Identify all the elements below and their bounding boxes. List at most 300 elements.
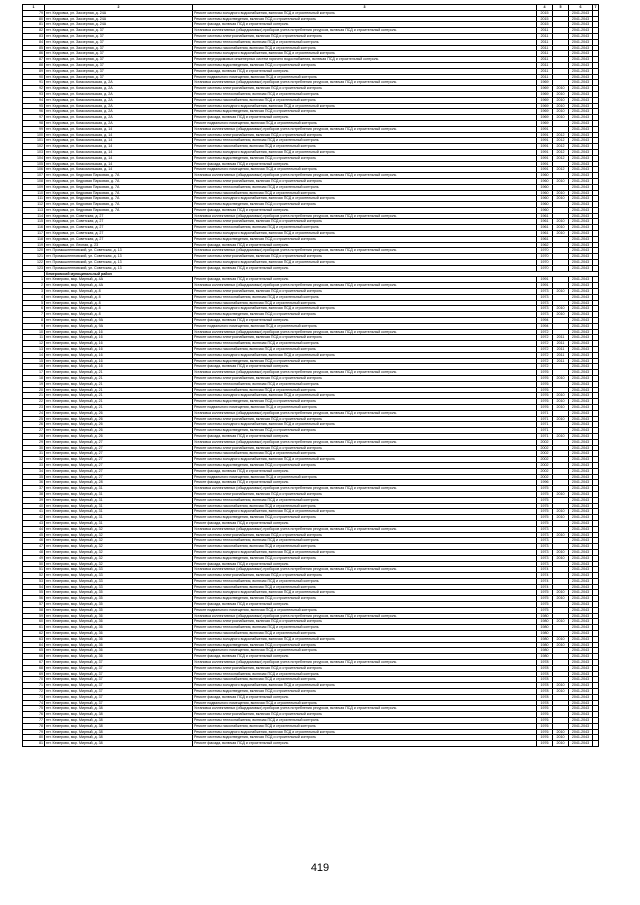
table-cell-col-1: 60	[23, 619, 45, 625]
table-cell-col-6: 2041-2043	[569, 39, 593, 45]
table-cell-col-1: 76	[23, 712, 45, 718]
table-cell-col-3: Ремонт системы водоотведения, включая ПСД и строительный контроль	[193, 399, 537, 405]
table-cell-col-2: пгт. Кемерово, мкр. Мирный, д. 27	[45, 474, 193, 480]
table-cell-col-1: 109	[23, 184, 45, 190]
table-cell-col-5: 2010	[553, 196, 569, 202]
table-cell-col-3: Ремонт системы газоснабжения, включая ПСД и строительный контроль	[193, 190, 537, 196]
table-cell-col-6: 2041-2043	[569, 323, 593, 329]
table-cell-col-6: 2041-2043	[569, 364, 593, 370]
table-cell-col-2: пгт. Кедровка, ул. Комсомольская, д. 14	[45, 132, 193, 138]
table-cell-col-3: Ремонт фасада, включая ПСД и строительный контроль	[193, 115, 537, 121]
table-cell-col-5: 2010	[553, 555, 569, 561]
table-cell-col-6: 2041-2043	[569, 312, 593, 318]
table-cell-col-1: 33	[23, 462, 45, 468]
table-cell-col-3: Установка коллективных (общедомовых) приборов учета потребления ресурсов, включая ПСД и строительный контроль	[193, 567, 537, 573]
table-cell-col-3: Ремонт подвального помещения, включая ПСД и строительный контроль	[193, 607, 537, 613]
table-cell-col-3: Ремонт системы электроснабжения, включая ПСД и строительный контроль	[193, 33, 537, 39]
table-cell-col-2: пгт. Кемерово, мкр. Мирный, д. 36	[45, 636, 193, 642]
table-cell-col-4: 1960	[537, 196, 553, 202]
table-cell-col-4: 1975	[537, 602, 553, 608]
table-cell-col-2: пгт. Кемерово, мкр. Мирный, д. 31	[45, 503, 193, 509]
table-cell-col-2: пгт. Кемерово, мкр. Мирный, д. 37	[45, 665, 193, 671]
table-cell-col-5: 2011	[553, 347, 569, 353]
table-cell-col-1: 64	[23, 642, 45, 648]
table-cell-col-4: 1972	[537, 329, 553, 335]
table-cell-col-6: 2041-2043	[569, 16, 593, 22]
table-cell-col-2: пгт. Кемерово, мкр. Мирный, д. 32	[45, 538, 193, 544]
table-cell-col-3: Установка коллективных (общедомовых) приборов учета потребления ресурсов, включая ПСД и строительный контроль	[193, 126, 537, 132]
table-cell-col-4: 2015	[537, 22, 553, 28]
table-cell-col-1: 121	[23, 254, 45, 260]
header-cell-3: 3	[193, 5, 537, 11]
table-cell-col-2: пгт. Кедровка, ул. Советская, д. 27	[45, 236, 193, 242]
table-cell-col-4: 1991	[537, 132, 553, 138]
table-cell-col-2: пгт. Кемерово, мкр. Мирный, д. 35	[45, 607, 193, 613]
table-cell-col-4: 1969	[537, 80, 553, 86]
table-cell-col-5: 2010	[553, 729, 569, 735]
table-cell-col-2: пгт. Кемерово, мкр. Мирный, д. 33	[45, 584, 193, 590]
table-cell-col-5: 2010	[553, 515, 569, 521]
table-cell-col-1: 95	[23, 103, 45, 109]
table-cell-col-4: 1978	[537, 665, 553, 671]
table-cell-col-2: пгт. Кемерово, мкр. Мирный, д. 16	[45, 364, 193, 370]
table-cell-col-1: 84	[23, 39, 45, 45]
table-cell-col-3: Ремонт фасада, включая ПСД и строительный контроль	[193, 433, 537, 439]
table-cell-col-6: 2041-2043	[569, 358, 593, 364]
table-cell-col-4: 1970	[537, 248, 553, 254]
table-cell-col-5: 2010	[553, 103, 569, 109]
table-cell-col-5: 2010	[553, 689, 569, 695]
table-cell-col-4: 1961	[537, 225, 553, 231]
table-cell-col-6: 2041-2043	[569, 161, 593, 167]
table-cell-col-2: пгт. Кедровка, ул. Советская, д. 27	[45, 225, 193, 231]
table-cell-col-1: 110	[23, 190, 45, 196]
table-cell-col-1: 4	[23, 294, 45, 300]
table-cell-col-3: Ремонт системы теплоснабжения, включая ПСД и строительный контроль	[193, 91, 537, 97]
table-cell-col-4: 1994	[537, 318, 553, 324]
table-cell-col-6: 2041-2043	[569, 236, 593, 242]
table-cell-col-3: Установка коллективных (общедомовых) приборов учета потребления ресурсов, включая ПСД и строительный контроль	[193, 329, 537, 335]
table-cell-col-5: 2011	[553, 358, 569, 364]
table-cell-col-1: 112	[23, 202, 45, 208]
table-cell-col-6: 2041-2043	[569, 68, 593, 74]
table-cell-col-1: 93	[23, 91, 45, 97]
table-cell-col-2: пгт. Кемерово, мкр. Мирный, д. 26	[45, 422, 193, 428]
table-cell-col-1: 12	[23, 341, 45, 347]
table-cell-col-6: 2041-2043	[569, 636, 593, 642]
table-cell-col-6: 2041-2043	[569, 468, 593, 474]
table-cell-col-6: 2041-2043	[569, 631, 593, 637]
table-cell-col-2: пгт. Промышленновский, ул. Советская, д. 13	[45, 248, 193, 254]
capital-repair-table	[22, 4, 599, 747]
table-cell-col-4: 2011	[537, 57, 553, 63]
table-cell-col-1: 68	[23, 665, 45, 671]
table-cell-col-2: пгт. Кемерово, мкр. Мирный, д. 31	[45, 509, 193, 515]
table-cell-col-3: Установка коллективных (общедомовых) приборов учета потребления ресурсов, включая ПСД и строительный контроль	[193, 283, 537, 289]
table-cell-col-1: 11	[23, 335, 45, 341]
table-cell-col-1: 123	[23, 265, 45, 271]
table-cell-col-4: 1976	[537, 735, 553, 741]
table-cell-col-2: пгт. Кедровка, ул. Комсомольская, д. 2А	[45, 120, 193, 126]
table-cell-col-3: Ремонт системы холодного водоснабжения, включая ПСД и строительный контроль	[193, 149, 537, 155]
table-cell-col-3: Ремонт системы газоснабжения, включая ПСД и строительный контроль	[193, 45, 537, 51]
table-cell-col-2: пгт. Кемерово, мкр. Мирный, д. 21	[45, 381, 193, 387]
table-cell-col-1: 31	[23, 451, 45, 457]
table-cell-col-6: 2041-2043	[569, 329, 593, 335]
table-cell-col-2: пгт. Кедровка, ул. Заозерная, д. 24А	[45, 10, 193, 16]
table-cell-col-6: 2041-2043	[569, 677, 593, 683]
table-cell-col-1: 87	[23, 57, 45, 63]
table-cell-col-2: пгт. Кемерово, мкр. Мирный, д. 27	[45, 451, 193, 457]
table-cell-col-3: Ремонт системы холодного водоснабжения, включая ПСД и строительный контроль	[193, 636, 537, 642]
table-cell-col-4: 1991	[537, 161, 553, 167]
table-cell-col-2: пгт. Кемерово, мкр. Мирный, д. 26	[45, 410, 193, 416]
table-cell-col-1: 108	[23, 178, 45, 184]
table-cell-col-6: 2041-2043	[569, 549, 593, 555]
table-cell-col-5: 2010	[553, 642, 569, 648]
table-cell-col-4: 2002	[537, 468, 553, 474]
table-cell-col-3: Ремонт системы водоотведения, включая ПСД и строительный контроль	[193, 555, 537, 561]
table-cell-col-3: Установка коллективных (общедомовых) приборов учета потребления ресурсов, включая ПСД и строительный контроль	[193, 28, 537, 34]
table-cell-col-4: 2015	[537, 10, 553, 16]
table-cell-col-3: Ремонт системы теплоснабжения, включая ПСД и строительный контроль	[193, 381, 537, 387]
table-cell-col-2: пгт. Кедровка, ул. Комсомольская, д. 14	[45, 161, 193, 167]
table-cell-col-1: 24	[23, 410, 45, 416]
table-cell-col-5: 2012	[553, 132, 569, 138]
table-cell-col-1: 23	[23, 404, 45, 410]
table-cell-col-6: 2041-2043	[569, 613, 593, 619]
table-cell-col-4: 1970	[537, 260, 553, 266]
table-cell-col-3: Ремонт системы теплоснабжения, включая ПСД и строительный контроль	[193, 225, 537, 231]
table-cell-col-6: 2041-2043	[569, 155, 593, 161]
table-cell-col-2: пгт. Кемерово, мкр. Мирный, д. 32	[45, 544, 193, 550]
table-cell-col-2: пгт. Кедровка, ул. Кедровая Парковая, д. 7А	[45, 173, 193, 179]
table-cell-col-6: 2041-2043	[569, 410, 593, 416]
table-cell-col-1: 88	[23, 62, 45, 68]
table-cell-col-5: 2010	[553, 683, 569, 689]
table-cell-col-6: 2041-2043	[569, 428, 593, 434]
table-cell-col-1: 90	[23, 74, 45, 80]
table-cell-col-5: 2010	[553, 178, 569, 184]
table-cell-col-3: Ремонт фасада, включая ПСД и строительный контроль	[193, 318, 537, 324]
table-cell-col-2: пгт. Кемерово, мкр. Мирный, д. 35	[45, 602, 193, 608]
table-cell-col-6: 2041-2043	[569, 596, 593, 602]
table-cell-col-6: 2041-2043	[569, 28, 593, 34]
table-cell-col-6: 2041-2043	[569, 480, 593, 486]
table-cell-col-1: 17	[23, 370, 45, 376]
table-cell-col-6: 2041-2043	[569, 341, 593, 347]
table-cell-col-3: Ремонт системы холодного водоснабжения, включая ПСД и строительный контроль	[193, 51, 537, 57]
table-cell-col-1: 61	[23, 625, 45, 631]
table-cell-col-3: Ремонт системы водоотведения, включая ПСД и строительный контроль	[193, 462, 537, 468]
table-cell-col-3: Установка коллективных (общедомовых) приборов учета потребления ресурсов, включая ПСД и строительный контроль	[193, 706, 537, 712]
table-cell-col-5: 2011	[553, 335, 569, 341]
table-cell-col-6: 2041-2043	[569, 532, 593, 538]
table-cell-col-3: Ремонт системы теплоснабжения, включая ПСД и строительный контроль	[193, 138, 537, 144]
table-cell-col-1: 81	[23, 22, 45, 28]
table-cell-col-3: Ремонт системы электроснабжения, включая ПСД и строительный контроль	[193, 219, 537, 225]
table-cell-col-5: 2010	[553, 399, 569, 405]
table-cell-col-3: Ремонт системы холодного водоснабжения, включая ПСД и строительный контроль	[193, 10, 537, 16]
table-cell-col-6: 2041-2043	[569, 115, 593, 121]
table-cell-col-1: 99	[23, 126, 45, 132]
table-cell-col-4: 1961	[537, 213, 553, 219]
table-cell-col-4: 1973	[537, 300, 553, 306]
table-cell-col-4: 1971	[537, 433, 553, 439]
table-cell-col-1: 20	[23, 387, 45, 393]
table-cell-col-3: Ремонт системы холодного водоснабжения, включая ПСД и строительный контроль	[193, 260, 537, 266]
table-cell-col-6: 2041-2043	[569, 515, 593, 521]
table-cell-col-1: 34	[23, 468, 45, 474]
table-cell-col-2: пгт. Кемерово, мкр. Мирный, д. 32	[45, 532, 193, 538]
table-cell-col-6: 2041-2043	[569, 45, 593, 51]
table-cell-col-2: пгт. Кемерово, мкр. Мирный, д. 37	[45, 660, 193, 666]
table-cell-col-5: 2010	[553, 219, 569, 225]
table-cell-col-1: 119	[23, 242, 45, 248]
table-cell-col-3: Ремонт системы водоотведения, включая ПСД и строительный контроль	[193, 236, 537, 242]
table-cell-col-3: Ремонт подвального помещения, включая ПСД и строительный контроль	[193, 120, 537, 126]
table-cell-col-1: 63	[23, 636, 45, 642]
table-cell-col-4: 1971	[537, 422, 553, 428]
table-cell-col-1: 41	[23, 509, 45, 515]
table-cell-col-3: Ремонт подвального помещения, включая ПСД и строительный контроль	[193, 167, 537, 173]
table-cell-col-2: пгт. Промышленновский, ул. Советская, д. 13	[45, 254, 193, 260]
table-cell-col-6: 2041-2043	[569, 544, 593, 550]
table-cell-col-3: Ремонт системы водоотведения, включая ПСД и строительный контроль	[193, 596, 537, 602]
table-cell-col-1: 82	[23, 28, 45, 34]
table-cell-col-5: 2011	[553, 341, 569, 347]
table-cell-col-2: пгт. Кемерово, мкр. Мирный, д. 37	[45, 689, 193, 695]
table-cell-col-6: 2041-2043	[569, 126, 593, 132]
table-cell-col-2: пгт. Кемерово, мкр. Мирный, д. 38	[45, 712, 193, 718]
table-cell-col-6: 2041-2043	[569, 671, 593, 677]
table-cell-col-3: Ремонт системы водоотведения, включая ПСД и строительный контроль	[193, 109, 537, 115]
table-cell-col-6: 2041-2043	[569, 689, 593, 695]
table-cell-col-3: Ремонт подвального помещения, включая ПСД и строительный контроль	[193, 648, 537, 654]
table-cell-col-6: 2041-2043	[569, 370, 593, 376]
table-cell-col-1: 52	[23, 573, 45, 579]
table-cell-col-4: 1972	[537, 358, 553, 364]
table-cell-col-1: 27	[23, 428, 45, 434]
table-cell-col-2: пгт. Кедровка, ул. Кедровая Парковая, д. 7А	[45, 202, 193, 208]
table-cell-col-6: 2041-2043	[569, 712, 593, 718]
table-cell-col-6: 2041-2043	[569, 486, 593, 492]
table-cell-col-2: пгт. Кемерово, мкр. Мирный, д. 35	[45, 590, 193, 596]
table-cell-col-3: Ремонт фасада, включая ПСД и строительный контроль	[193, 161, 537, 167]
table-cell-col-6: 2041-2043	[569, 207, 593, 213]
table-cell-col-4: 1973	[537, 561, 553, 567]
table-cell-col-3: Ремонт системы водоотведения, включая ПСД и строительный контроль	[193, 735, 537, 741]
table-cell-col-2: пгт. Кемерово, мкр. Мирный, д. 28	[45, 480, 193, 486]
table-cell-col-6: 2041-2043	[569, 445, 593, 451]
table-cell-col-3: Установка коллективных (общедомовых) приборов учета потребления ресурсов, включая ПСД и строительный контроль	[193, 613, 537, 619]
table-cell-col-3: Ремонт системы газоснабжения, включая ПСД и строительный контроль	[193, 300, 537, 306]
table-cell-col-2: пгт. Кемерово, мкр. Мирный, д. 8	[45, 294, 193, 300]
table-cell-col-2: пгт. Кедровка, ул. Советская, д. 27	[45, 213, 193, 219]
table-cell-col-6: 2041-2043	[569, 144, 593, 150]
table-cell-col-1: 79	[23, 729, 45, 735]
table-cell-col-2: пгт. Кемерово, мкр. Мирный, д. 33	[45, 567, 193, 573]
table-cell-col-4: 1975	[537, 520, 553, 526]
table-cell-col-4: 2011	[537, 33, 553, 39]
table-cell-col-3: Ремонт системы водоотведения, включая ПСД и строительный контроль	[193, 155, 537, 161]
table-cell-col-3: Ремонт системы холодного водоснабжения, включая ПСД и строительный контроль	[193, 729, 537, 735]
table-cell-col-4: 1976	[537, 706, 553, 712]
table-cell-col-4: 1973	[537, 294, 553, 300]
table-cell-col-1: 117	[23, 231, 45, 237]
table-cell-col-5: 2010	[553, 549, 569, 555]
table-cell-col-2: пгт. Кемерово, мкр. Мирный, д. 27	[45, 445, 193, 451]
table-cell-col-6: 2041-2043	[569, 51, 593, 57]
table-cell-col-4: 1991	[537, 283, 553, 289]
table-cell-col-6: 2041-2043	[569, 660, 593, 666]
table-cell-col-3: Ремонт системы холодного водоснабжения, включая ПСД и строительный контроль	[193, 306, 537, 312]
table-cell-col-2: пгт. Кедровка, ул. Заозерная, д. 24А	[45, 22, 193, 28]
table-cell-col-3: Ремонт фасада, включая ПСД и строительный контроль	[193, 242, 537, 248]
table-cell-col-6: 2041-2043	[569, 62, 593, 68]
table-cell-col-5: 2010	[553, 596, 569, 602]
table-cell-col-4: 1960	[537, 190, 553, 196]
table-cell-col-2: пгт. Кемерово, мкр. Мирный, д. 21	[45, 399, 193, 405]
table-cell-col-6: 2041-2043	[569, 555, 593, 561]
table-cell-col-3: Установка коллективных (общедомовых) приборов учета потребления ресурсов, включая ПСД и строительный контроль	[193, 660, 537, 666]
table-cell-col-6: 2041-2043	[569, 538, 593, 544]
table-cell-col-7	[593, 741, 599, 747]
table-cell-col-2: пгт. Кемерово, мкр. Мирный, д. 37	[45, 677, 193, 683]
table-cell-col-6: 2041-2043	[569, 149, 593, 155]
table-cell-col-1: 96	[23, 109, 45, 115]
table-cell-col-3: Ремонт фасада, включая ПСД и строительный контроль	[193, 277, 537, 283]
table-cell-col-4: 1994	[537, 323, 553, 329]
table-cell-col-1: 7	[23, 312, 45, 318]
table-cell-col-4: 1980	[537, 642, 553, 648]
table-cell-col-6: 2041-2043	[569, 277, 593, 283]
table-cell-col-1: 8	[23, 318, 45, 324]
table-cell-col-3: Ремонт системы теплоснабжения, включая ПСД и строительный контроль	[193, 718, 537, 724]
table-cell-col-3: Ремонт системы холодного водоснабжения, включая ПСД и строительный контроль	[193, 422, 537, 428]
table-cell-col-3: Установка коллективных (общедомовых) приборов учета потребления ресурсов, включая ПСД и строительный контроль	[193, 173, 537, 179]
table-cell-col-4: 1972	[537, 364, 553, 370]
table-cell-col-1: 58	[23, 607, 45, 613]
table-cell-col-4: 2011	[537, 74, 553, 80]
table-cell-col-4: 1976	[537, 404, 553, 410]
table-cell-col-5: 2010	[553, 376, 569, 382]
table-cell-col-5: 2010	[553, 312, 569, 318]
table-cell-col-2: пгт. Кемерово, мкр. Мирный, д. 38	[45, 741, 193, 747]
table-cell-col-6: 2041-2043	[569, 97, 593, 103]
table-cell-col-3: Ремонт подвального помещения, включая ПСД и строительный контроль	[193, 404, 537, 410]
table-cell-col-3: Ремонт системы холодного водоснабжения, включая ПСД и строительный контроль	[193, 457, 537, 463]
table-cell-col-3: Ремонт системы теплоснабжения, включая ПСД и строительный контроль	[193, 578, 537, 584]
table-cell-col-2: пгт. Кемерово, мкр. Мирный, д. 21	[45, 393, 193, 399]
table-cell-col-2: пгт. Кемерово, мкр. Мирный, д. 26	[45, 428, 193, 434]
table-cell-col-3: Ремонт системы электроснабжения, включая ПСД и строительный контроль	[193, 619, 537, 625]
table-cell-col-4: 1960	[537, 202, 553, 208]
table-cell-col-6: 2041-2043	[569, 503, 593, 509]
table-cell-col-3: Ремонт системы водоотведения, включая ПСД и строительный контроль	[193, 62, 537, 68]
table-cell-col-4: 1960	[537, 173, 553, 179]
table-cell-col-4: 1973	[537, 306, 553, 312]
table-cell-col-4: 1976	[537, 712, 553, 718]
table-cell-col-2: пгт. Кемерово, мкр. Мирный, д. 37	[45, 700, 193, 706]
table-cell-col-3: Ремонт системы газоснабжения, включая ПСД и строительный контроль	[193, 677, 537, 683]
table-cell-col-2: пгт. Кемерово, мкр. Мирный, д. 35	[45, 596, 193, 602]
table-cell-col-2: пгт. Кемерово, мкр. Мирный, д. 32	[45, 561, 193, 567]
table-cell-col-1: 67	[23, 660, 45, 666]
table-cell-col-6: 2041-2043	[569, 219, 593, 225]
table-cell-col-2: пгт. Кемерово, мкр. Мирный, д. 9А	[45, 323, 193, 329]
table-cell-col-6: 2041-2043	[569, 416, 593, 422]
table-cell-col-4: 2002	[537, 462, 553, 468]
table-cell-col-6: 2041-2043	[569, 294, 593, 300]
table-cell-col-3: Ремонт системы теплоснабжения, включая ПСД и строительный контроль	[193, 538, 537, 544]
table-cell-col-2: пгт. Кемерово, мкр. Мирный, д. 27	[45, 457, 193, 463]
table-cell-col-3: Ремонт системы теплоснабжения, включая ПСД и строительный контроль	[193, 625, 537, 631]
table-cell-col-4: 2002	[537, 474, 553, 480]
table-cell-col-3: Ремонт системы электроснабжения, включая ПСД и строительный контроль	[193, 491, 537, 497]
table-cell-col-3: Ремонт системы холодного водоснабжения, включая ПСД и строительный контроль	[193, 231, 537, 237]
table-cell-col-1: 48	[23, 549, 45, 555]
table-cell-col-1: 59	[23, 613, 45, 619]
header-cell-5: 5	[553, 5, 569, 11]
table-cell-col-4: 1978	[537, 671, 553, 677]
table-cell-col-4: 2002	[537, 445, 553, 451]
table-cell-col-3: Ремонт внутридомовых инженерных систем горячего водоснабжения, включая ПСД и строительный контроль	[193, 57, 537, 63]
table-cell-col-2: пгт. Кемерово, мкр. Мирный, д. 27	[45, 462, 193, 468]
table-cell-col-2: пгт. Кемерово, мкр. Мирный, д. 31	[45, 497, 193, 503]
table-cell-col-3: Ремонт системы водоотведения, включая ПСД и строительный контроль	[193, 689, 537, 695]
table-cell-col-5: 2010	[553, 190, 569, 196]
table-cell-col-6: 2041-2043	[569, 683, 593, 689]
table-cell-col-3: Установка коллективных (общедомовых) приборов учета потребления ресурсов, включая ПСД и строительный контроль	[193, 248, 537, 254]
table-cell-col-6: 2041-2043	[569, 167, 593, 173]
table-cell-col-4: 2011	[537, 28, 553, 34]
table-cell-col-2: пгт. Кедровка, ул. Комсомольская, д. 2А	[45, 97, 193, 103]
table-cell-col-2: пгт. Кемерово, мкр. Мирный, д. 9А	[45, 318, 193, 324]
table-cell-col-6: 2041-2043	[569, 602, 593, 608]
table-cell-col-4: 1975	[537, 509, 553, 515]
table-cell-col-1: 72	[23, 689, 45, 695]
table-cell-col-2: пгт. Кедровка, ул. Комсомольская, д. 2А	[45, 80, 193, 86]
table-cell-col-3: Ремонт фасада, включая ПСД и строительный контроль	[193, 694, 537, 700]
table-cell-col-3: Ремонт системы электроснабжения, включая ПСД и строительный контроль	[193, 254, 537, 260]
table-cell-col-4: 1975	[537, 497, 553, 503]
table-cell-col-2: пгт. Кедровка, ул. Комсомольская, д. 14	[45, 167, 193, 173]
table-cell-col-4: 1976	[537, 381, 553, 387]
table-cell-col-6: 2041-2043	[569, 335, 593, 341]
table-cell-col-4: 1991	[537, 149, 553, 155]
table-cell-col-4: 1969	[537, 97, 553, 103]
table-cell-col-2: пгт. Кедровка, ул. Заозерная, д. 24А	[45, 16, 193, 22]
table-cell-col-5: 2010	[553, 404, 569, 410]
table-cell-col-3: Ремонт подвального помещения, включая ПСД и строительный контроль	[193, 74, 537, 80]
table-cell-col-1: 83	[23, 33, 45, 39]
table-cell-col-2: пгт. Кедровка, ул. Заозерная, д. 37	[45, 57, 193, 63]
table-cell-col-6: 2041-2043	[569, 694, 593, 700]
table-cell-col-4: 1976	[537, 741, 553, 747]
table-cell-col-6: 2041-2043	[569, 642, 593, 648]
table-cell-col-1: 15	[23, 358, 45, 364]
table-cell-col-4: 1980	[537, 631, 553, 637]
table-cell-col-1: 10	[23, 329, 45, 335]
table-cell-col-2: пгт. Кедровка, ул. Комсомольская, д. 2А	[45, 115, 193, 121]
table-cell-col-4: 1969	[537, 120, 553, 126]
table-cell-col-4: 1980	[537, 636, 553, 642]
table-cell-col-5: 2010	[553, 109, 569, 115]
table-cell-col-4: 1974	[537, 584, 553, 590]
table-cell-col-2: пгт. Кедровка, ул. Советская, д. 27	[45, 231, 193, 237]
table-cell-col-2: пгт. Кемерово, мкр. Мирный, д. 38	[45, 718, 193, 724]
